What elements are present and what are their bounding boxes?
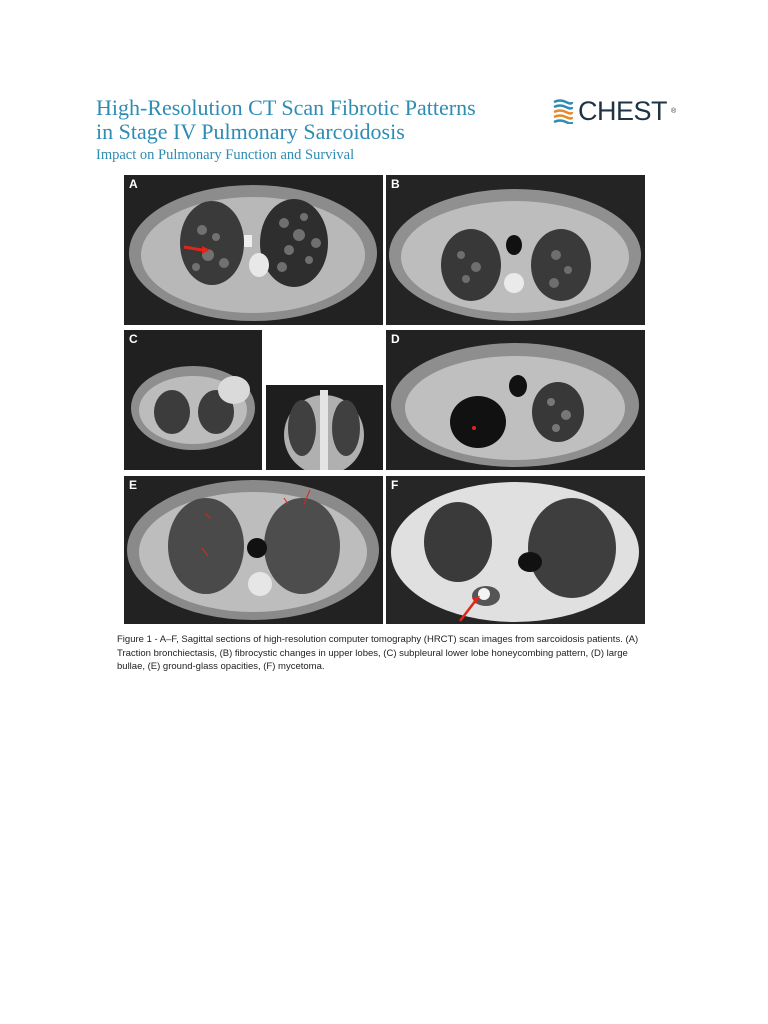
panel-label-c: C (129, 332, 138, 346)
ct-panel-d (386, 330, 645, 470)
panel-label-a: A (129, 177, 138, 191)
ct-panel-a (124, 175, 383, 325)
chest-logo-text: CHEST (578, 96, 668, 126)
ct-image-c (124, 330, 383, 470)
ct-panel-c (124, 330, 383, 470)
ct-panel-f (386, 476, 645, 624)
paper-subtitle: Impact on Pulmonary Function and Survival (96, 147, 355, 163)
panel-label-f: F (391, 478, 399, 492)
trademark-symbol: ® (671, 107, 677, 115)
ct-image-a (124, 175, 383, 325)
panel-label-e: E (129, 478, 138, 492)
panel-label-b: B (391, 177, 400, 191)
paper-title-line-2: in Stage IV Pulmonary Sarcoidosis (96, 119, 405, 144)
ct-panel-b (386, 175, 645, 325)
ct-image-f (386, 476, 645, 624)
panel-label-d: D (391, 332, 400, 346)
figure-caption: Figure 1 - A–F, Sagittal sections of high-resolution computer tomography (HRCT) scan images from sarcoidosis patients. (A) Traction bronchiectasis, (B) fibrocystic changes in upper lobes, (C) subpleural lower lobe honeycombing pattern, (D) large bullae, (E) ground-glass opacities, (F) mycetoma. (117, 634, 639, 672)
ct-image-b (386, 175, 645, 325)
ct-panel-e (124, 476, 383, 624)
paper-title-line-1: High-Resolution CT Scan Fibrotic Patterns (96, 95, 476, 120)
ct-image-e (124, 476, 383, 624)
ct-image-d (386, 330, 645, 470)
